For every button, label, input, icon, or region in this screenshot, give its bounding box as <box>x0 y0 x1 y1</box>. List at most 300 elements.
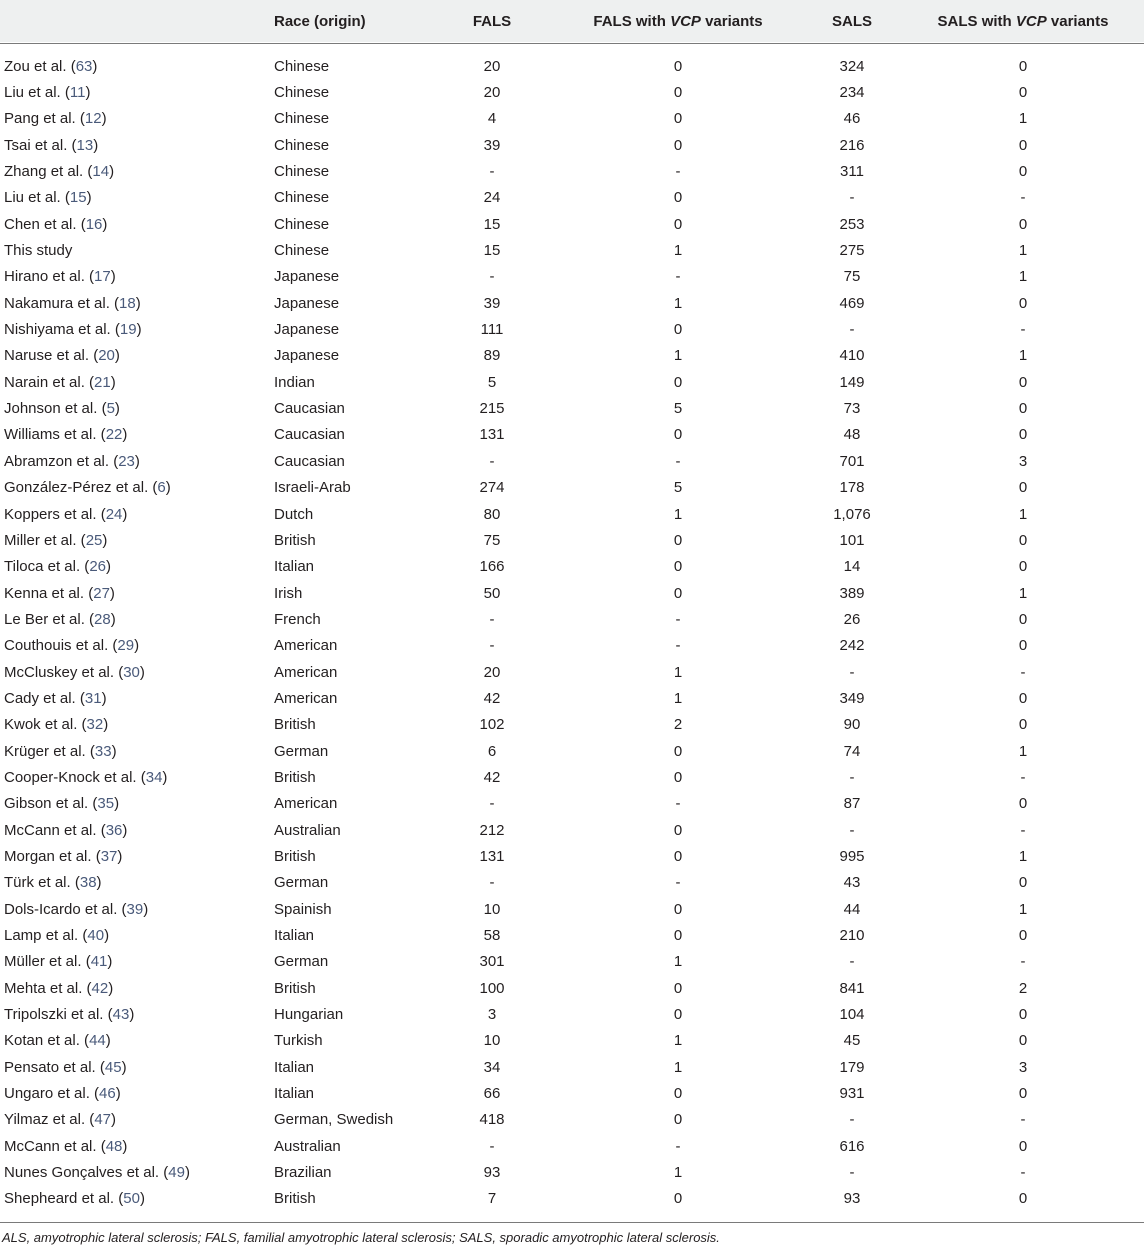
cell-fals: 4 <box>487 110 497 128</box>
reference-link[interactable]: 29 <box>117 637 135 655</box>
header-fals-vcp-suffix: variants <box>700 12 763 30</box>
reference-close: ) <box>106 558 111 576</box>
table-row <box>0 1080 1144 1106</box>
table-row <box>0 554 1144 580</box>
cell-fals: 20 <box>483 84 501 102</box>
cell-study <box>0 1080 270 1106</box>
table-row <box>0 343 1144 369</box>
reference-link[interactable]: 14 <box>92 163 110 181</box>
reference-close: ) <box>135 294 141 312</box>
cell-fals: 274 <box>479 479 505 497</box>
reference-link[interactable]: 47 <box>94 1111 111 1129</box>
cell-study <box>0 580 270 606</box>
study-name: Williams et al. ( <box>4 426 106 444</box>
cell-fals: 131 <box>479 426 505 444</box>
cell-sals: 48 <box>843 426 861 444</box>
cell-fals: 15 <box>483 215 501 233</box>
cell-sals-vcp: 0 <box>1018 927 1028 945</box>
study-name: Tiloca et al. ( <box>4 558 90 576</box>
study-name: Kotan et al. ( <box>4 1032 90 1050</box>
table-body-wrap <box>0 53 1144 1212</box>
reference-link[interactable]: 19 <box>119 321 137 339</box>
cell-study <box>0 211 270 237</box>
cell-study <box>0 1133 270 1159</box>
cell-study <box>0 1001 270 1027</box>
cell-sals: 275 <box>839 242 865 260</box>
study-name: Dols-Icardo et al. ( <box>4 900 127 918</box>
study-name: This study <box>4 242 73 260</box>
reference-link[interactable]: 18 <box>119 294 136 312</box>
cell-sals: 73 <box>843 400 861 418</box>
study-name: Tripolszki et al. ( <box>4 1006 113 1024</box>
cell-sals: 43 <box>843 874 861 892</box>
cell-sals-vcp: - <box>1020 768 1026 786</box>
reference-link[interactable]: 11 <box>69 84 86 102</box>
cell-fals: - <box>489 1137 495 1155</box>
table-row <box>0 237 1144 263</box>
study-name: Mehta et al. ( <box>4 979 92 997</box>
reference-close: ) <box>110 610 116 628</box>
cell-fals-vcp: 1 <box>673 505 683 523</box>
cell-study <box>0 448 270 474</box>
cell-fals-vcp: 0 <box>673 584 683 602</box>
study-name: Koppers et al. ( <box>4 505 106 523</box>
reference-link[interactable]: 30 <box>123 663 140 681</box>
study-name: Zou et al. ( <box>4 57 76 75</box>
cell-fals-vcp: - <box>675 452 681 470</box>
table-row <box>0 1159 1144 1185</box>
cell-fals-vcp: 1 <box>673 347 683 365</box>
cell-fals-vcp: 1 <box>673 689 683 707</box>
header-fals-vcp-gene: VCP <box>670 12 701 30</box>
reference-link[interactable]: 41 <box>90 953 108 971</box>
reference-link[interactable]: 6 <box>157 479 166 497</box>
cell-race: German <box>274 874 329 892</box>
cell-race: British <box>274 847 316 865</box>
study-name: Lamp et al. ( <box>4 927 88 945</box>
cell-race: Italian <box>274 1058 315 1076</box>
cell-fals: 102 <box>479 716 505 734</box>
table-row <box>0 1133 1144 1159</box>
reference-link[interactable]: 27 <box>93 584 110 602</box>
study-name: Couthouis et al. ( <box>4 637 118 655</box>
cell-fals-vcp: 1 <box>673 953 683 971</box>
cell-study <box>0 922 270 948</box>
cell-fals-vcp: - <box>675 163 681 181</box>
cell-sals-vcp: 1 <box>1018 268 1028 286</box>
cell-sals: 1,076 <box>833 505 871 523</box>
cell-fals: 89 <box>483 347 501 365</box>
cell-race: Japanese <box>274 347 340 365</box>
reference-close: ) <box>86 189 92 207</box>
cell-fals: 212 <box>479 821 505 839</box>
reference-link[interactable]: 50 <box>123 1190 140 1208</box>
header-fals-vcp <box>554 0 802 42</box>
cell-study <box>0 633 270 659</box>
cell-race: Turkish <box>274 1032 323 1050</box>
table-row <box>0 369 1144 395</box>
cell-race: Italian <box>274 1085 315 1103</box>
cell-sals: 74 <box>843 742 861 760</box>
reference-close: ) <box>162 768 168 786</box>
cell-race: Japanese <box>274 321 340 339</box>
cell-fals: - <box>489 268 495 286</box>
reference-close: ) <box>121 1058 127 1076</box>
table-row <box>0 738 1144 764</box>
table-row <box>0 132 1144 158</box>
cell-race: Spainish <box>274 900 332 918</box>
reference-link[interactable]: 23 <box>118 452 135 470</box>
cell-study <box>0 290 270 316</box>
cell-fals-vcp: 0 <box>673 979 683 997</box>
cell-sals: 410 <box>839 347 865 365</box>
reference-link[interactable]: 17 <box>94 268 111 286</box>
table-row <box>0 606 1144 632</box>
reference-close: ) <box>101 689 107 707</box>
header-sals-vcp-gene: VCP <box>1015 12 1047 30</box>
cell-study <box>0 527 270 553</box>
table-row <box>0 922 1144 948</box>
cell-sals: 45 <box>843 1032 861 1050</box>
reference-link[interactable]: 12 <box>84 110 102 128</box>
cell-study <box>0 791 270 817</box>
reference-link[interactable]: 20 <box>98 347 115 365</box>
cell-race: British <box>274 979 316 997</box>
reference-link[interactable]: 49 <box>168 1164 185 1182</box>
study-name: Shepheard et al. ( <box>4 1190 124 1208</box>
reference-close: ) <box>111 742 117 760</box>
cell-fals: 93 <box>483 1164 501 1182</box>
table-row <box>0 1186 1144 1212</box>
table-row <box>0 659 1144 685</box>
cell-race: American <box>274 689 338 707</box>
reference-close: ) <box>129 1006 135 1024</box>
cell-fals: 34 <box>483 1058 501 1076</box>
cell-race: American <box>274 795 338 813</box>
cell-fals-vcp: - <box>675 637 681 655</box>
study-name: Narain et al. ( <box>4 373 95 391</box>
reference-link[interactable]: 13 <box>76 136 94 154</box>
cell-sals: 149 <box>839 373 865 391</box>
study-name: Johnson et al. ( <box>4 400 107 418</box>
cell-race: Chinese <box>274 163 330 181</box>
cell-fals-vcp: 0 <box>673 900 683 918</box>
cell-study <box>0 343 270 369</box>
cell-race: American <box>274 663 338 681</box>
cell-fals-vcp: 2 <box>673 716 683 734</box>
cell-sals-vcp: 0 <box>1018 1190 1028 1208</box>
table-row <box>0 896 1144 922</box>
cell-sals-vcp: 2 <box>1018 979 1028 997</box>
table-row <box>0 1028 1144 1054</box>
cell-study <box>0 1028 270 1054</box>
table-header-rule <box>0 43 1144 44</box>
reference-link[interactable]: 22 <box>105 426 123 444</box>
cell-fals: 42 <box>483 768 501 786</box>
cell-race: Israeli-Arab <box>274 479 351 497</box>
cell-race: British <box>274 1190 316 1208</box>
cell-sals-vcp: - <box>1020 821 1026 839</box>
cell-study <box>0 870 270 896</box>
cell-sals: 179 <box>839 1058 865 1076</box>
cell-fals: 24 <box>483 189 501 207</box>
table-row <box>0 158 1144 184</box>
cell-sals-vcp: 0 <box>1018 294 1028 312</box>
reference-link[interactable]: 25 <box>85 531 103 549</box>
reference-link[interactable]: 37 <box>100 847 118 865</box>
cell-sals-vcp: 0 <box>1018 1006 1028 1024</box>
cell-fals: 58 <box>483 927 501 945</box>
cell-sals: 90 <box>843 716 861 734</box>
cell-study <box>0 501 270 527</box>
table-row <box>0 764 1144 790</box>
cell-race: Hungarian <box>274 1006 344 1024</box>
reference-link[interactable]: 42 <box>91 979 109 997</box>
header-fals: FALS <box>472 12 512 30</box>
reference-link[interactable]: 38 <box>79 874 97 892</box>
reference-link[interactable]: 32 <box>86 716 104 734</box>
cell-study <box>0 1159 270 1185</box>
cell-sals: 389 <box>839 584 865 602</box>
cell-race: Japanese <box>274 268 340 286</box>
table-row <box>0 53 1144 79</box>
reference-link[interactable]: 46 <box>99 1085 116 1103</box>
cell-sals: 44 <box>843 900 861 918</box>
cell-sals-vcp: 0 <box>1018 373 1028 391</box>
cell-sals: 841 <box>839 979 865 997</box>
study-name: Naruse et al. ( <box>4 347 99 365</box>
reference-link[interactable]: 35 <box>97 795 115 813</box>
header-sals-vcp-suffix: variants <box>1046 12 1109 30</box>
cell-sals-vcp: 0 <box>1018 1085 1028 1103</box>
cell-race: British <box>274 768 316 786</box>
reference-link[interactable]: 63 <box>75 57 93 75</box>
reference-close: ) <box>143 900 149 918</box>
cell-race: Japanese <box>274 294 340 312</box>
reference-link[interactable]: 33 <box>94 742 112 760</box>
cell-fals: 15 <box>483 242 501 260</box>
reference-link[interactable]: 16 <box>85 215 103 233</box>
cell-study <box>0 422 270 448</box>
cell-race: Caucasian <box>274 426 345 444</box>
study-name: Pang et al. ( <box>4 110 85 128</box>
table-row <box>0 290 1144 316</box>
reference-link[interactable]: 40 <box>87 927 105 945</box>
cell-fals-vcp: 0 <box>673 927 683 945</box>
table-row <box>0 580 1144 606</box>
cell-fals: - <box>489 637 495 655</box>
cell-sals-vcp: 1 <box>1018 347 1028 365</box>
study-name: Liu et al. ( <box>4 84 70 102</box>
study-name: McCluskey et al. ( <box>4 663 124 681</box>
table-row <box>0 501 1144 527</box>
table-row <box>0 264 1144 290</box>
study-name: Liu et al. ( <box>4 189 70 207</box>
study-name: Morgan et al. ( <box>4 847 101 865</box>
table-row <box>0 791 1144 817</box>
table-row <box>0 316 1144 342</box>
cell-study <box>0 685 270 711</box>
study-name: Cooper-Knock et al. ( <box>4 768 146 786</box>
cell-sals-vcp: 1 <box>1018 242 1028 260</box>
reference-link[interactable]: 44 <box>89 1032 106 1050</box>
reference-link[interactable]: 39 <box>126 900 144 918</box>
cell-sals: 93 <box>843 1190 861 1208</box>
cell-study <box>0 712 270 738</box>
cell-study <box>0 475 270 501</box>
reference-close: ) <box>101 110 107 128</box>
reference-close: ) <box>93 136 99 154</box>
table-row <box>0 843 1144 869</box>
reference-close: ) <box>122 1137 128 1155</box>
table-row <box>0 1107 1144 1133</box>
cell-fals-vcp: 0 <box>673 1111 683 1129</box>
cell-fals-vcp: 1 <box>673 294 683 312</box>
cell-sals: - <box>849 1111 855 1129</box>
cell-study <box>0 1107 270 1133</box>
cell-race: British <box>274 531 316 549</box>
cell-fals: - <box>489 874 495 892</box>
study-name: Ungaro et al. ( <box>4 1085 100 1103</box>
cell-sals-vcp: 1 <box>1018 900 1028 918</box>
cell-fals-vcp: 0 <box>673 373 683 391</box>
table-row <box>0 448 1144 474</box>
cell-study <box>0 659 270 685</box>
cell-sals: 234 <box>839 84 865 102</box>
reference-close: ) <box>107 953 113 971</box>
cell-study <box>0 316 270 342</box>
reference-close: ) <box>85 84 91 102</box>
cell-sals-vcp: - <box>1020 321 1026 339</box>
header-fals-vcp-prefix: FALS with <box>593 12 671 30</box>
cell-sals: - <box>849 189 855 207</box>
header-sals: SALS <box>831 12 872 30</box>
table-row <box>0 817 1144 843</box>
reference-link[interactable]: 21 <box>94 373 111 391</box>
cell-sals-vcp: 0 <box>1018 689 1028 707</box>
reference-link[interactable]: 31 <box>84 689 102 707</box>
study-name: Kenna et al. ( <box>4 584 94 602</box>
cell-sals-vcp: 1 <box>1018 584 1028 602</box>
cell-race: Chinese <box>274 110 330 128</box>
cell-race: Dutch <box>274 505 314 523</box>
cell-fals: 39 <box>483 294 501 312</box>
reference-link[interactable]: 43 <box>112 1006 130 1024</box>
cell-fals: 301 <box>479 953 505 971</box>
cell-sals: 324 <box>839 57 865 75</box>
cell-sals: - <box>849 953 855 971</box>
table-row <box>0 975 1144 1001</box>
reference-close: ) <box>110 373 116 391</box>
cell-sals: - <box>849 821 855 839</box>
cell-race: Italian <box>274 927 315 945</box>
cell-fals-vcp: 1 <box>673 1032 683 1050</box>
cell-sals: 253 <box>839 215 865 233</box>
cell-sals-vcp: 3 <box>1018 1058 1028 1076</box>
study-name: Miller et al. ( <box>4 531 86 549</box>
cell-fals: 111 <box>480 321 504 339</box>
reference-link[interactable]: 26 <box>89 558 106 576</box>
cell-sals-vcp: 0 <box>1018 610 1028 628</box>
table-footnote: ALS, amyotrophic lateral sclerosis; FALS, familial amyotrophic lateral sclerosis; SALS, sporadic amyotrophic lateral sclerosis. <box>2 1230 720 1245</box>
reference-close: ) <box>139 1190 145 1208</box>
cell-sals-vcp: 3 <box>1018 452 1028 470</box>
cell-race: American <box>274 637 338 655</box>
reference-link[interactable]: 45 <box>104 1058 122 1076</box>
reference-link[interactable]: 24 <box>105 505 123 523</box>
study-name: Kwok et al. ( <box>4 716 87 734</box>
reference-link[interactable]: 34 <box>145 768 163 786</box>
cell-fals: 215 <box>479 400 505 418</box>
cell-sals-vcp: 0 <box>1018 637 1028 655</box>
cell-fals: 6 <box>487 742 497 760</box>
cell-fals: 10 <box>483 1032 501 1050</box>
table-row <box>0 106 1144 132</box>
cell-sals: 995 <box>839 847 865 865</box>
cell-sals: 87 <box>843 795 861 813</box>
cell-fals-vcp: 0 <box>673 1190 683 1208</box>
cell-fals-vcp: 0 <box>673 57 683 75</box>
cell-fals-vcp: 1 <box>673 663 683 681</box>
cell-sals: 14 <box>843 558 861 576</box>
cell-sals-vcp: 0 <box>1018 558 1028 576</box>
study-name: Abramzon et al. ( <box>4 452 119 470</box>
reference-close: ) <box>134 452 140 470</box>
reference-link[interactable]: 48 <box>105 1137 123 1155</box>
reference-link[interactable]: 5 <box>106 400 115 418</box>
cell-sals-vcp: 0 <box>1018 57 1028 75</box>
cell-fals: - <box>489 610 495 628</box>
reference-link[interactable]: 36 <box>105 821 123 839</box>
cell-fals-vcp: - <box>675 874 681 892</box>
study-name: González-Pérez et al. ( <box>4 479 158 497</box>
reference-link[interactable]: 15 <box>69 189 87 207</box>
table-bottom-rule <box>0 1222 1144 1223</box>
reference-close: ) <box>114 795 120 813</box>
cell-race: Australian <box>274 821 341 839</box>
cell-study <box>0 106 270 132</box>
cell-sals-vcp: 1 <box>1018 847 1028 865</box>
cell-sals-vcp: - <box>1020 663 1026 681</box>
table-header <box>0 0 1144 42</box>
cell-study <box>0 817 270 843</box>
cell-sals-vcp: 0 <box>1018 215 1028 233</box>
cell-fals-vcp: - <box>675 268 681 286</box>
cell-sals: 469 <box>839 294 865 312</box>
cell-sals-vcp: - <box>1020 189 1026 207</box>
cell-fals-vcp: 0 <box>673 821 683 839</box>
cell-sals-vcp: 0 <box>1018 479 1028 497</box>
cell-fals: 7 <box>487 1190 497 1208</box>
cell-sals: - <box>849 768 855 786</box>
cell-fals: 20 <box>483 663 501 681</box>
cell-fals-vcp: 0 <box>673 110 683 128</box>
cell-fals: 66 <box>483 1085 501 1103</box>
cell-fals-vcp: 5 <box>673 479 683 497</box>
cell-fals-vcp: - <box>675 610 681 628</box>
cell-sals: 701 <box>839 452 865 470</box>
cell-sals: 46 <box>843 110 861 128</box>
reference-close: ) <box>92 57 98 75</box>
cell-fals: 166 <box>479 558 505 576</box>
reference-close: ) <box>104 927 110 945</box>
cell-fals: 39 <box>483 136 501 154</box>
table-row <box>0 949 1144 975</box>
reference-link[interactable]: 28 <box>94 610 111 628</box>
reference-close: ) <box>184 1164 190 1182</box>
study-name: Türk et al. ( <box>4 874 80 892</box>
cell-study <box>0 764 270 790</box>
